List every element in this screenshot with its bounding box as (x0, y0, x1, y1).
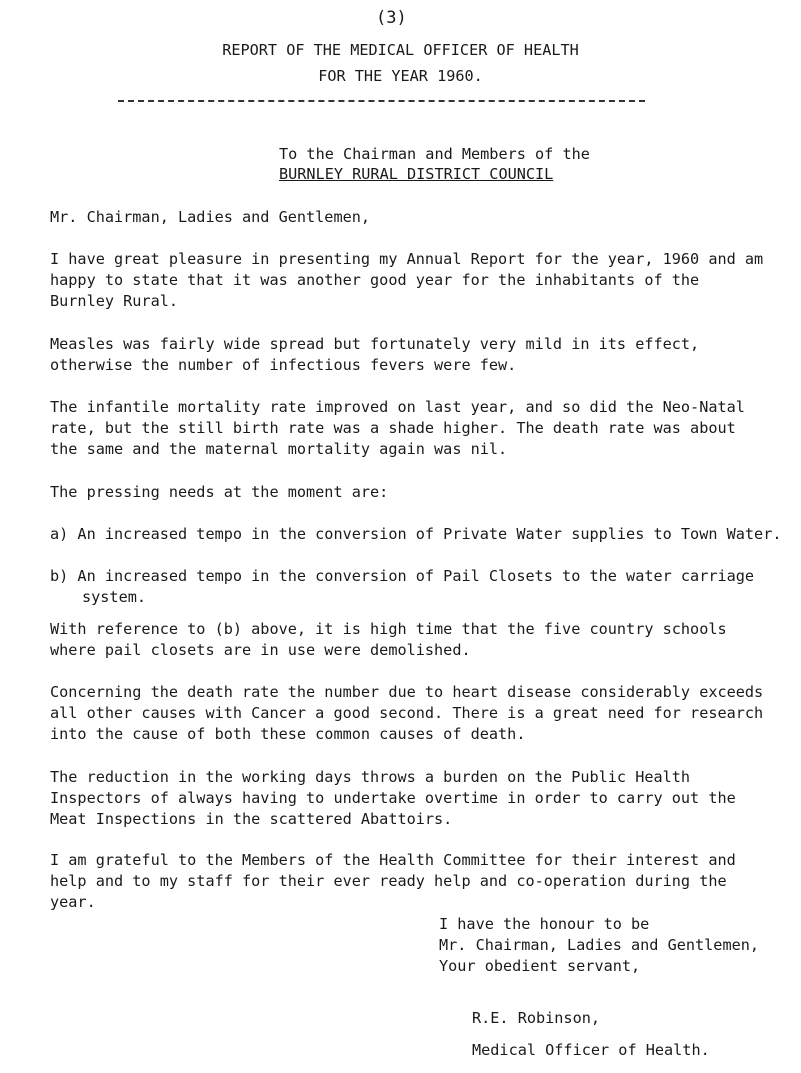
report-year: FOR THE YEAR 1960. (318, 67, 483, 85)
paragraph: The infantile mortality rate improved on last year, and so did the Neo-Natal rate, but the still birth rate was a shade higher. The death rate was about the same and the maternal mortality again was nil. (50, 398, 745, 458)
page-number: (3) (376, 8, 407, 28)
addressee-line: To the Chairman and Members of the (279, 145, 590, 163)
closing-line: I have the honour to be (439, 915, 650, 933)
greeting: Mr. Chairman, Ladies and Gentlemen, (50, 208, 371, 226)
list-item: b) An increased tempo in the conversion of Pail Closets to the water carriage system. (50, 567, 755, 606)
closing-line: Mr. Chairman, Ladies and Gentlemen, (439, 936, 760, 954)
paragraph: Measles was fairly wide spread but fortunately very mild in its effect, otherwise the number of infectious fevers were few. (50, 335, 700, 374)
paragraph: The pressing needs at the moment are: (50, 483, 389, 501)
title-divider (118, 100, 645, 102)
list-item: a) An increased tempo in the conversion of Private Water supplies to Town Water. (50, 525, 782, 543)
closing-line: Your obedient servant, (439, 957, 641, 975)
paragraph: I am grateful to the Members of the Health Committee for their interest and help and to my staff for their ever ready help and co-operation during the year. (50, 851, 736, 911)
signature-name: R.E. Robinson, (472, 1009, 601, 1027)
council-name: BURNLEY RURAL DISTRICT COUNCIL (279, 165, 554, 183)
paragraph: Concerning the death rate the number due to heart disease considerably exceeds all other causes with Cancer a good second. There is a great need for research into the cause of both these common causes of death. (50, 683, 764, 743)
signature-title: Medical Officer of Health. (472, 1041, 710, 1059)
paragraph: I have great pleasure in presenting my Annual Report for the year, 1960 and am happy to state that it was another good year for the inhabitants of the Burnley Rural. (50, 250, 764, 310)
report-title: REPORT OF THE MEDICAL OFFICER OF HEALTH (222, 41, 579, 59)
paragraph: The reduction in the working days throws a burden on the Public Health Inspectors of always having to undertake overtime in order to carry out the Meat Inspections in the scattered Abattoirs. (50, 768, 736, 828)
paragraph: With reference to (b) above, it is high time that the five country schools where pail closets are in use were demolished. (50, 620, 727, 659)
